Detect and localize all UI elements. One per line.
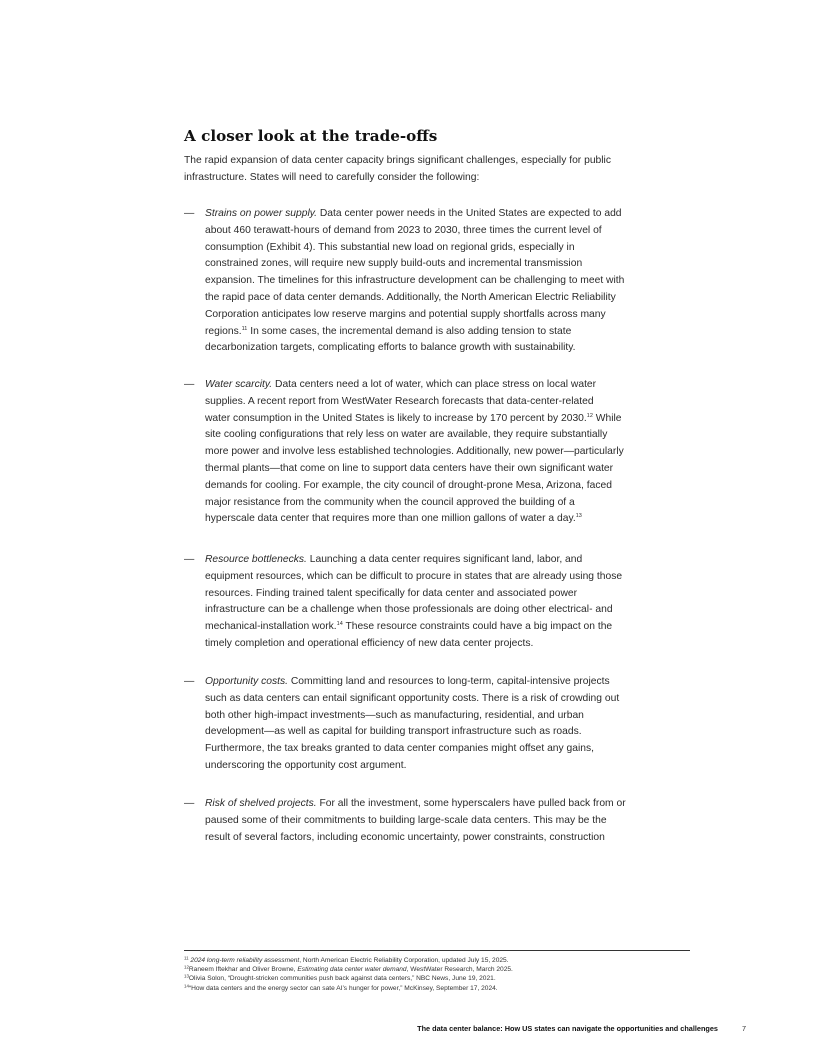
bullet-line: equipment resources, which can be difficult to procure in states that are already using those (205, 570, 623, 582)
intro-paragraph (184, 153, 704, 187)
intro-line: The rapid expansion of data center capacity brings significant challenges, especially for public (184, 155, 611, 166)
bullet-lead: Launching a data center requires significant land, labor, and (306, 554, 583, 565)
bullet-text (205, 377, 704, 528)
bullet-text-span: In some cases, the incremental demand is also adding tension to state (247, 325, 572, 337)
bullet-line: supplies. A recent report from WestWater Research forecasts that data-center-related (205, 395, 594, 407)
intro-line: infrastructure. States will need to carefully consider the following: (184, 171, 480, 183)
bullet-lead: Committing land and resources to long-term, capital-intensive projects (287, 676, 610, 687)
bullet-water-scarcity (184, 377, 704, 528)
footnote-number: 11 (184, 955, 189, 961)
bullet-lead: Data centers need a lot of water, which can place stress on local water (272, 379, 597, 390)
footnote (184, 956, 704, 965)
bullet-line: decarbonization targets, complicating efforts to balance growth with sustainability. (205, 342, 576, 354)
bullet-dash: — (184, 676, 195, 687)
running-footer-title: The data center balance: How US states can navigate the opportunities and challenges (417, 1024, 718, 1033)
bullet-line: underscoring the opportunity cost argument. (205, 759, 407, 771)
footnote-text: Olivia Solon, “Drought-stricken communities push back against data centers,” NBC News, June 19, 2021. (188, 975, 496, 983)
bullet-line (205, 324, 704, 341)
bullet-line: more power and involve less established technologies. Additionally, new power—particularly (205, 446, 624, 458)
footnote-ref[interactable]: 14 (336, 621, 343, 628)
bullet-term: Strains on power supply. (205, 208, 317, 219)
footnote-text: , North American Electric Reliability Corporation, updated July 15, 2025. (299, 957, 509, 964)
section-heading: A closer look at the trade-offs (184, 127, 438, 145)
bullet-text-span: regions. (205, 325, 242, 337)
footnote-ref[interactable]: 11 (241, 325, 248, 332)
bullet-line: paused some of their commitments to building large-scale data centers. This may be the (205, 814, 607, 826)
footnote-text: , WestWater Research, March 2025. (406, 966, 513, 974)
bullet-line: constrained zones, will require new supply build-outs and incremental transmission (205, 258, 583, 270)
bullet-text (205, 552, 704, 653)
footnote-ref[interactable]: 13 (575, 513, 582, 520)
bullet-resource-bottlenecks (184, 552, 704, 653)
bullet-line (205, 206, 704, 223)
bullet-line: resources. Finding trained talent specifically for data center and associated power (205, 587, 578, 599)
footnote (184, 965, 704, 974)
bullet-line: development—as well as capital for building transport infrastructure such as roads. (205, 726, 582, 738)
bullet-term: Risk of shelved projects. (205, 798, 317, 809)
bullet-text (205, 674, 704, 775)
bullet-dash: — (184, 208, 195, 219)
bullet-line: about 460 terawatt-hours of demand from 2023 to 2030, three times the current level of (205, 224, 602, 236)
bullet-power-supply (184, 206, 704, 357)
footnote-text: “How data centers and the energy sector can sate AI’s hunger for power,” McKinsey, September 17, 2024. (188, 984, 498, 992)
bullet-line: such as data centers can entail significant opportunity costs. There is a risk of crowding out (205, 692, 620, 704)
footnote-number: 13 (184, 973, 189, 979)
bullet-shelved-projects (184, 796, 704, 846)
bullet-line: infrastructure can be a challenge when those professionals are doing other electrical- and (205, 604, 613, 616)
footnote (184, 984, 704, 993)
bullet-term: Opportunity costs. (205, 676, 288, 687)
bullet-line (205, 674, 704, 691)
footnote (184, 974, 704, 983)
bullet-line: result of several factors, including economic uncertainty, power constraints, construction (205, 831, 605, 843)
bullet-line (205, 552, 704, 569)
bullet-dash: — (184, 554, 195, 565)
bullet-line (205, 511, 704, 528)
bullet-line: site cooling configurations that rely less on water are available, they require substantially (205, 429, 608, 441)
page-number: 7 (742, 1024, 747, 1033)
bullet-line (205, 619, 704, 636)
bullet-opportunity-costs (184, 674, 704, 775)
footnote-title: Estimating data center water demand (297, 966, 407, 974)
bullet-text-span: mechanical-installation work. (205, 621, 337, 633)
bullet-text-span: These resource constraints could have a big impact on the (342, 621, 613, 633)
bullet-line: timely completion and operational efficiency of new data center projects. (205, 637, 534, 649)
bullet-text-span: While (592, 412, 622, 424)
bullet-line: thermal plants—that come on line to support data centers have their own significant water (205, 462, 614, 474)
bullet-line: Corporation anticipates low reserve margins and potential supply shortfalls across many (205, 308, 606, 320)
bullet-text-span: hyperscale data center that requires more than one million gallons of water a day. (205, 513, 576, 525)
bullet-term: Water scarcity. (205, 379, 273, 390)
bullet-dash: — (184, 379, 195, 390)
bullet-lead: For all the investment, some hyperscalers have pulled back from or (316, 798, 626, 809)
bullet-text (205, 796, 704, 846)
bullet-text (205, 206, 704, 357)
footnote-ref[interactable]: 12 (586, 412, 593, 419)
bullet-line (205, 796, 704, 813)
footnotes (184, 956, 704, 993)
bullet-line (205, 377, 704, 394)
bullet-lead: Data center power needs in the United States are expected to add (317, 208, 622, 219)
footnote-divider (184, 950, 690, 951)
footnote-number: 12 (184, 964, 189, 970)
bullet-line: both other high-impact investments—such as manufacturing, residential, and urban (205, 709, 584, 721)
bullet-term: Resource bottlenecks. (205, 554, 307, 565)
bullet-dash: — (184, 798, 195, 809)
bullet-line: consumption (Exhibit 4). This substantial new load on regional grids, especially in (205, 241, 575, 253)
bullet-line (205, 411, 704, 428)
bullet-line: demands for cooling. For example, the city council of drought-prone Mesa, Arizona, faced (205, 479, 612, 491)
footnote-title: 2024 long-term reliability assessment (190, 957, 300, 964)
bullet-line: Furthermore, the tax breaks granted to data center companies might offset any gains, (205, 743, 595, 755)
footnote-text: Raneem Iftekhar and Oliver Browne, (188, 966, 298, 974)
footnote-number: 14 (184, 983, 189, 989)
bullet-line: the rapid pace of data center demands. Additionally, the North American Electric Reliability (205, 291, 616, 303)
bullet-text-span: water consumption in the United States is likely to increase by 170 percent by 2030. (205, 412, 587, 424)
bullet-line: expansion. The timelines for this infrastructure development can be challenging to meet with (205, 275, 625, 287)
bullet-line: major resistance from the community when the council approved the building of a (205, 496, 575, 508)
